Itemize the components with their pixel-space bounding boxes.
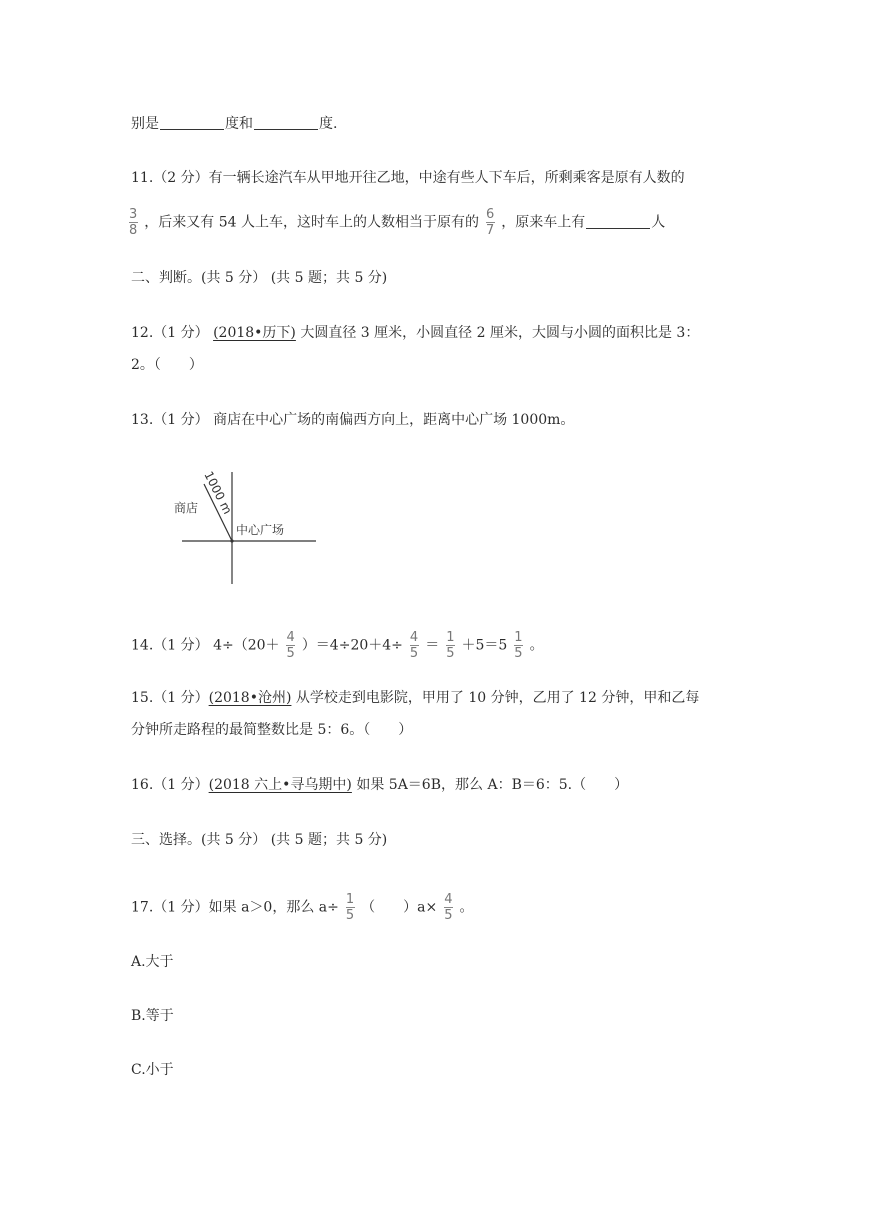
answer-blank[interactable] [586, 214, 650, 229]
option-a[interactable]: A.大于 [131, 954, 174, 970]
q15-line2: 分钟所走路程的最简整数比是 5：6。（ ） [131, 722, 413, 738]
fraction: $\frac{4}{5}$ [409, 630, 419, 661]
fraction: $\frac{3}{8}$ [129, 207, 138, 238]
q17-line: 17.（1 分）如果 a＞0，那么 a÷ $\frac{1}{5}$ （ ）a× $\frac{4}{5}$ 。 [131, 892, 474, 923]
fraction: $\frac{6}{7}$ [486, 207, 495, 238]
question-source: (2018•历下) [213, 325, 296, 341]
q16-line: 16.（1 分）(2018 六上•寻乌期中) 如果 5A＝6B，那么 A：B＝6：5.（ ） [131, 777, 629, 793]
question-source: (2018 六上•寻乌期中) [208, 777, 352, 793]
option-b[interactable]: B.等于 [131, 1008, 174, 1024]
distance-label: 1000 m [201, 469, 235, 517]
fraction: $\frac{4}{5}$ [286, 630, 295, 661]
fraction: $\frac{1}{5}$ [446, 630, 455, 661]
direction-diagram [170, 466, 330, 590]
answer-blank[interactable] [160, 115, 224, 130]
fraction: $\frac{4}{5}$ [444, 892, 453, 923]
fraction: $\frac{1}{5}$ [345, 892, 355, 923]
q13-line: 13.（1 分） 商店在中心广场的南偏西方向上，距离中心广场 1000m。 [131, 412, 575, 428]
q11-line2: $\frac{3}{8}$ ，后来又有 54 人上车，这时车上的人数相当于原有的 $\frac{6}{7}$ ，原来车上有 人 [129, 207, 666, 238]
answer-blank[interactable] [254, 115, 318, 130]
q15-line1: 15.（1 分）(2018•沧州) 从学校走到电影院，甲用了 10 分钟，乙用了 12 分钟，甲和乙每 [131, 690, 700, 706]
q12-line1: 12.（1 分） (2018•历下) 大圆直径 3 厘米，小圆直径 2 厘米，大圆与小圆的面积比是 3： [131, 325, 700, 341]
section-heading: 二、判断。(共 5 分） (共 5 题；共 5 分) [131, 270, 388, 286]
section-heading: 三、选择。(共 5 分） (共 5 题；共 5 分) [131, 832, 388, 848]
option-c[interactable]: C.小于 [131, 1062, 174, 1078]
shop-label: 商店 [174, 501, 199, 515]
center-label: 中心广场 [236, 523, 285, 537]
q12-line2: 2。（ ） [131, 357, 203, 373]
center-point [230, 539, 233, 542]
q10-tail: 别是 度和 度. [131, 116, 338, 132]
fraction: $\frac{1}{5}$ [514, 630, 523, 661]
q11-line1: 11.（2 分）有一辆长途汽车从甲地开往乙地，中途有些人下车后，所剩乘客是原有人数的 [131, 170, 685, 186]
q14-line: 14.（1 分） 4÷（20＋ $\frac{4}{5}$ ）＝4÷20＋4÷ $\frac{4}{5}$ ＝ $\frac{1}{5}$ ＋5＝5 $\frac{1}{5}$ 。 [131, 630, 544, 661]
question-source: (2018•沧州) [208, 690, 292, 706]
